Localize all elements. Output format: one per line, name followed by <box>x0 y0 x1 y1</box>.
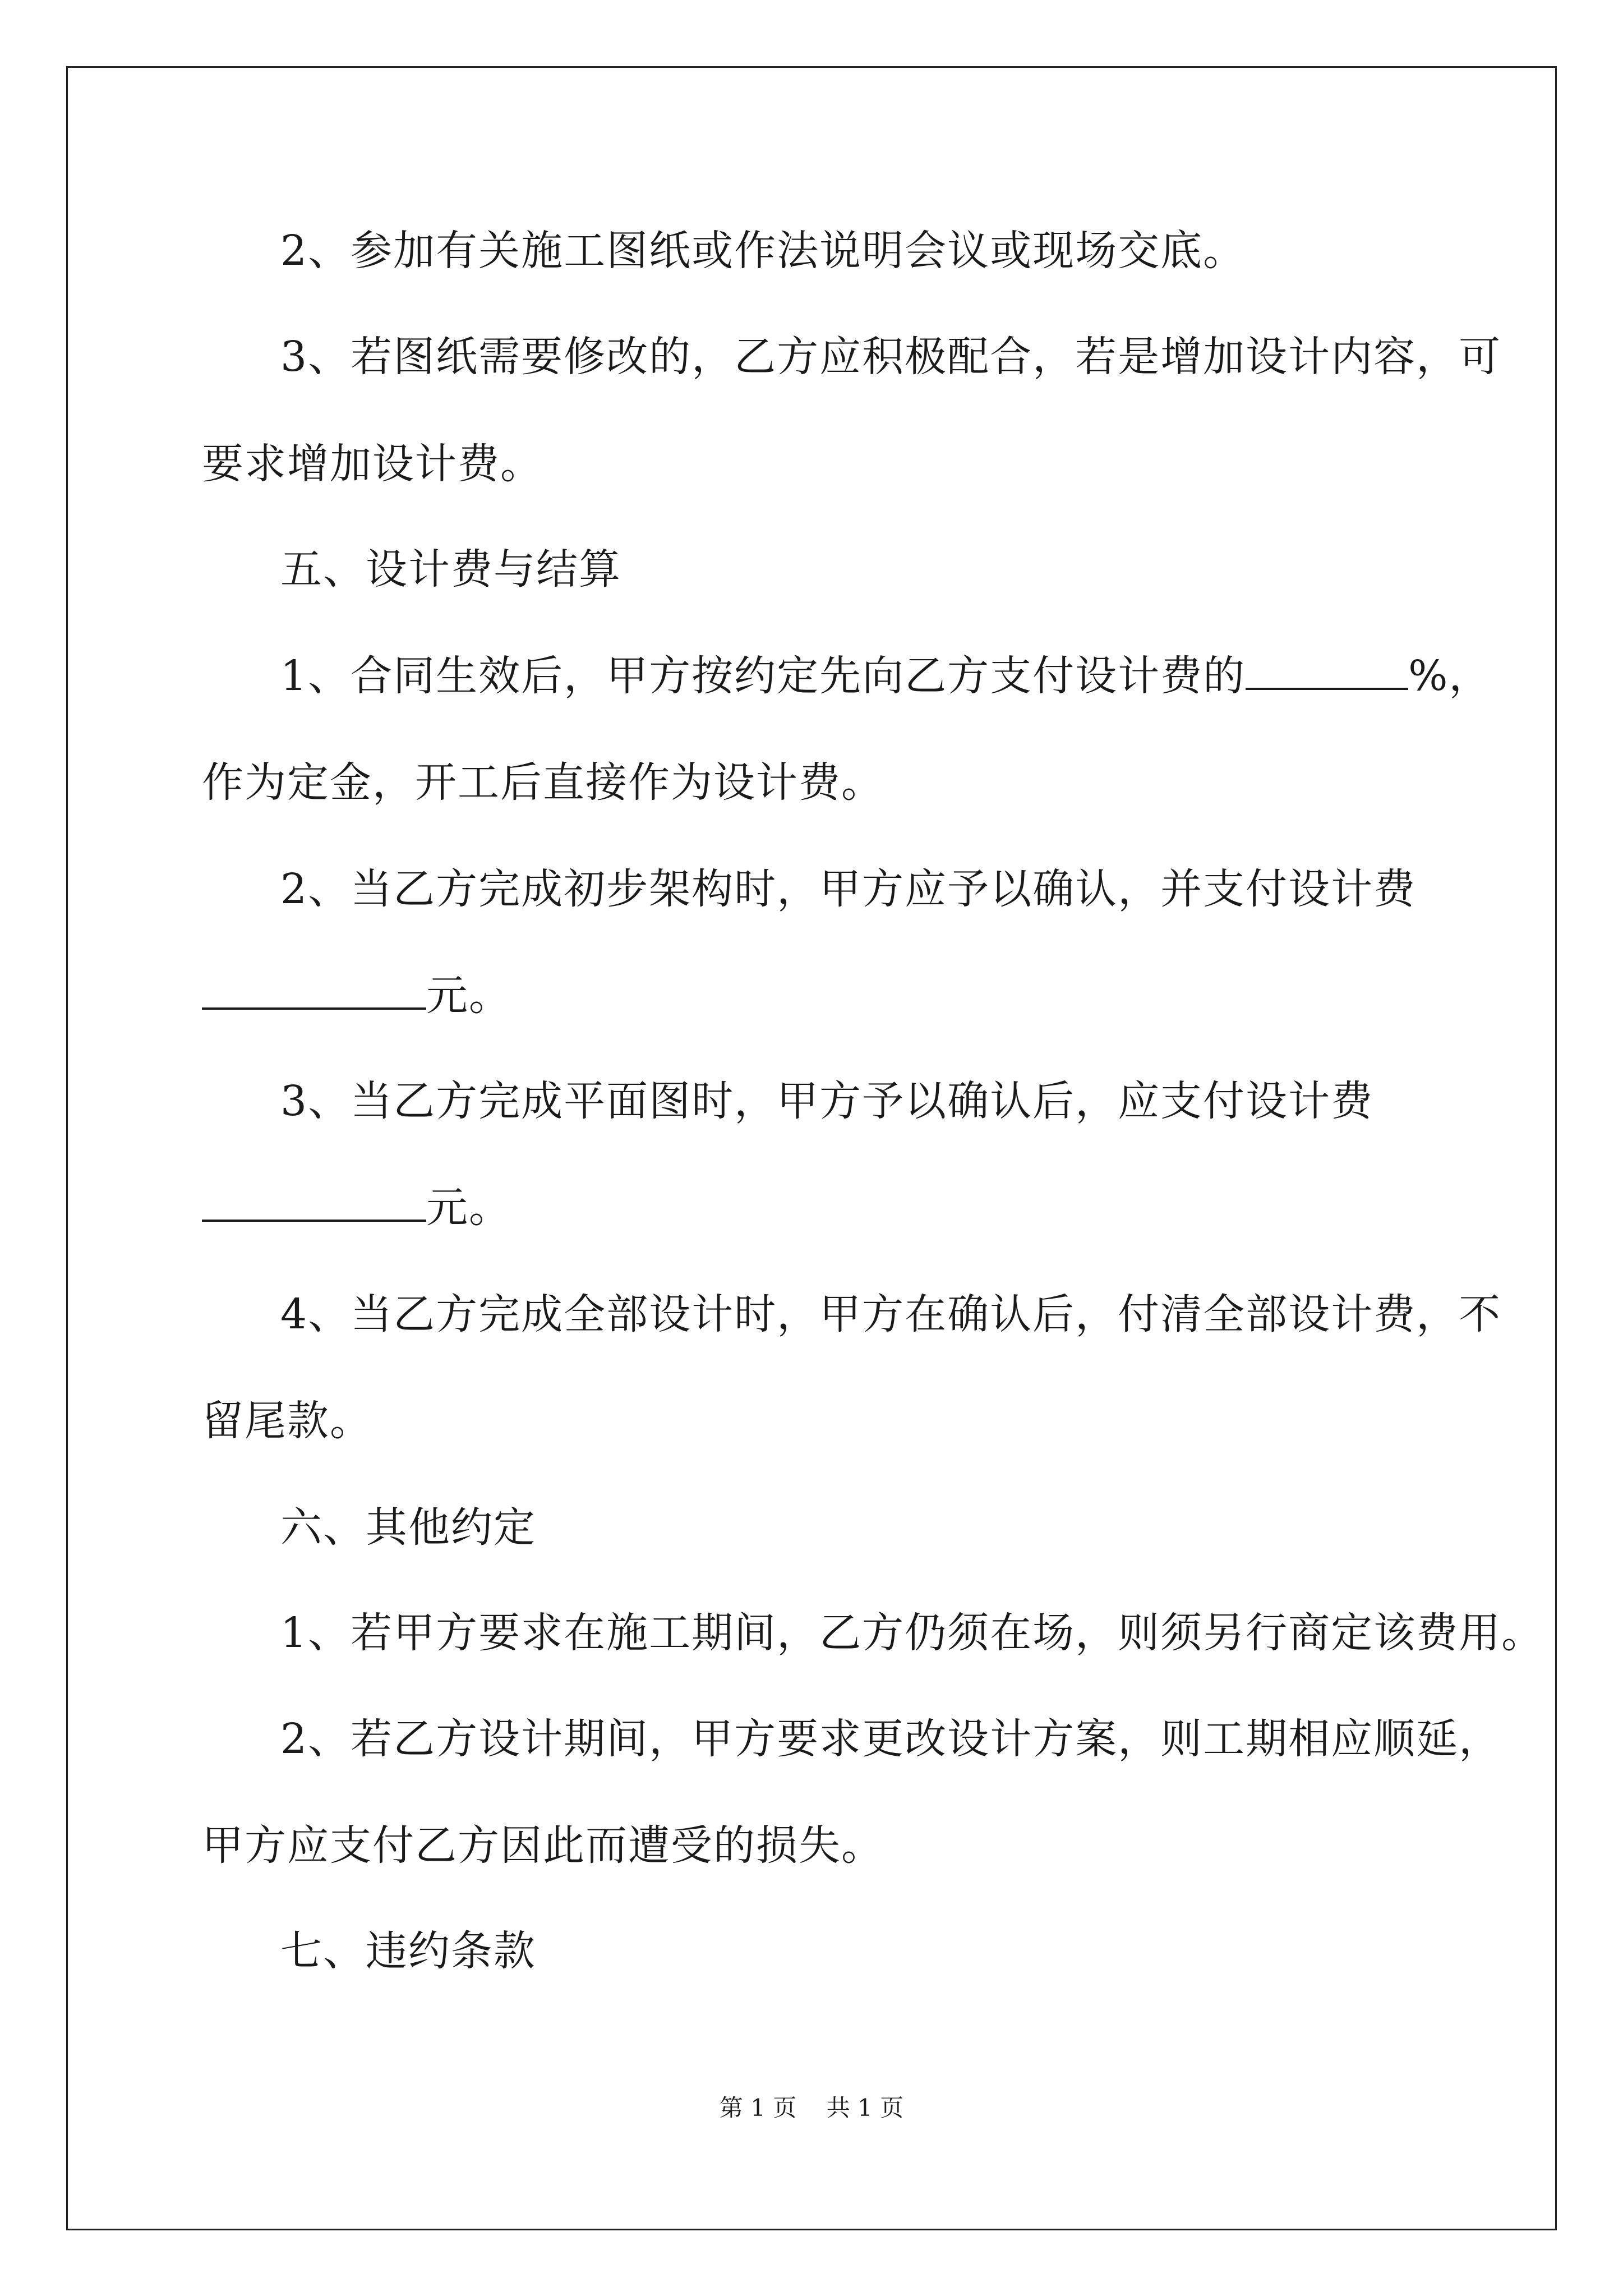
section-heading: 六、其他约定 <box>280 1503 536 1552</box>
paragraph-line: 2、当乙方完成初步架构时，甲方应予以确认，并支付设计费 <box>280 865 1417 913</box>
paragraph-line: 3、若图纸需要修改的，乙方应积极配合，若是增加设计内容，可 <box>280 333 1502 381</box>
paragraph-line: 要求增加设计费。 <box>202 440 543 488</box>
paragraph-line: 1、若甲方要求在施工期间，乙方仍须在场，则须另行商定该费用。 <box>280 1609 1544 1657</box>
page-frame <box>66 66 1557 2230</box>
paragraph-text: %， <box>1408 652 1492 700</box>
paragraph-line: 2、若乙方设计期间，甲方要求更改设计方案，则工期相应顺延， <box>280 1715 1502 1763</box>
paragraph-line: 甲方应支付乙方因此而遭受的损失。 <box>202 1821 884 1870</box>
paragraph-text: 1、合同生效后，甲方按约定先向乙方支付设计费的 <box>280 652 1246 700</box>
paragraph-text: 元。 <box>426 1184 511 1232</box>
paragraph-line: 留尾款。 <box>202 1397 372 1445</box>
fill-in-blank <box>202 1185 426 1222</box>
paragraph-line <box>202 1182 511 1233</box>
paragraph-line: 4、当乙方完成全部设计时，甲方在确认后，付清全部设计费，不 <box>280 1290 1502 1338</box>
paragraph-line: 作为定金，开工后直接作为设计费。 <box>202 758 884 807</box>
section-heading: 七、违约条款 <box>280 1927 536 1975</box>
paragraph-line <box>280 651 1491 701</box>
page-number-footer: 第 1 页 共 1 页 <box>719 2094 904 2122</box>
fill-in-blank <box>202 973 426 1010</box>
fill-in-blank <box>1246 653 1408 690</box>
paragraph-line <box>202 970 511 1021</box>
paragraph-line: 2、参加有关施工图纸或作法说明会议或现场交底。 <box>280 227 1246 275</box>
section-heading: 五、设计费与结算 <box>280 545 621 593</box>
paragraph-line: 3、当乙方完成平面图时，甲方予以确认后，应支付设计费 <box>280 1077 1374 1125</box>
paragraph-text: 元。 <box>426 972 511 1020</box>
